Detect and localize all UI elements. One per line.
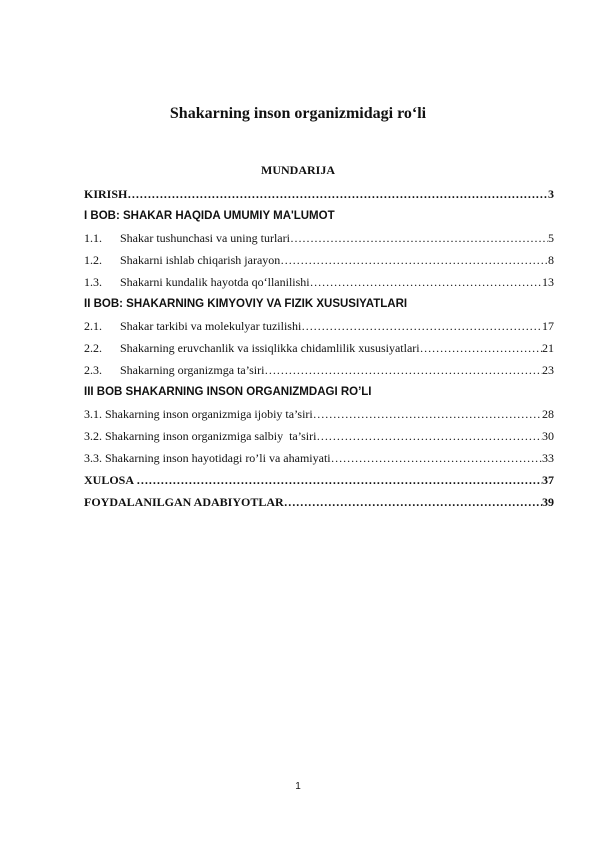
toc-entry-2-3: [84, 359, 554, 381]
toc-entry-text: III BOB SHAKARNING INSON ORGANIZMDAGI RO’LI: [84, 386, 372, 398]
toc-entry-text: Shakar tarkibi va molekulyar tuzilishi: [120, 319, 302, 333]
toc-entry-number: 1.1.: [84, 231, 102, 245]
toc-entry-text: I BOB: SHAKAR HAQIDA UMUMIY MA'LUMOT: [84, 210, 335, 222]
toc-entry-2-2: [84, 337, 554, 359]
toc-entry-number: 2.2.: [84, 341, 102, 355]
toc-entry-adabiyotlar: [84, 491, 554, 513]
toc-entry-kirish: [84, 183, 554, 205]
toc-entry-page: 3: [548, 187, 554, 201]
toc-entry-text: Shakarni ishlab chiqarish jarayon: [120, 253, 281, 267]
toc-leader-dots: [331, 447, 542, 469]
toc-leader-dots: [290, 227, 548, 249]
toc-entry-page: 5: [548, 231, 554, 245]
toc-leader-dots: [127, 183, 548, 205]
toc-entry-text: 3.3. Shakarning inson hayotidagi ro’li va ahamiyati: [84, 451, 331, 465]
toc-entry-page: 37: [542, 473, 554, 487]
toc-entry-3-1: [84, 403, 554, 425]
toc-entry-xulosa: [84, 469, 554, 491]
toc-leader-dots: [310, 271, 542, 293]
toc-chapter-1: [84, 205, 554, 227]
toc-entry-page: 33: [542, 451, 554, 465]
toc-entry-page: 17: [542, 319, 554, 333]
toc-leader-dots: [284, 491, 542, 513]
toc-entry-page: 23: [542, 363, 554, 377]
toc-entry-number: 1.2.: [84, 253, 102, 267]
toc-entry-text: Shakarning eruvchanlik va issiqlikka chidamlilik xususiyatlari: [120, 341, 420, 355]
toc-leader-dots: [313, 403, 542, 425]
toc-entry-number: 2.1.: [84, 319, 102, 333]
page-number: 1: [295, 781, 301, 792]
toc-entry-page: 39: [542, 495, 554, 509]
toc-entry-3-2: [84, 425, 554, 447]
toc-entry-2-1: [84, 315, 554, 337]
toc-entry-text: 3.1. Shakarning inson organizmiga ijobiy ta’siri: [84, 407, 313, 421]
toc-chapter-2: [84, 293, 554, 315]
toc-chapter-3: [84, 381, 554, 403]
toc-leader-dots: [280, 249, 548, 271]
document-title: Shakarning inson organizmidagi ro‘li: [169, 105, 427, 122]
toc-entry-1-1: [84, 227, 554, 249]
toc-heading: MUNDARIJA: [261, 163, 335, 177]
toc-entry-page: 21: [542, 341, 554, 355]
toc-entry-page: 8: [548, 253, 554, 267]
toc-leader-dots: [301, 315, 542, 337]
toc-entry-page: 30: [542, 429, 554, 443]
toc-entry-1-2: [84, 249, 554, 271]
toc-entry-page: 13: [542, 275, 554, 289]
toc-entry-text: XULOSA: [84, 473, 137, 487]
toc-entry-number: 2.3.: [84, 363, 102, 377]
toc-leader-dots: [316, 425, 542, 447]
toc-leader-dots: [420, 337, 542, 359]
toc-entry-text: FOYDALANILGAN ADABIYOTLAR: [84, 495, 284, 509]
toc-entry-text: II BOB: SHAKARNING KIMYOVIY VA FIZIK XUSUSIYATLARI: [84, 298, 408, 310]
toc-entry-page: 28: [542, 407, 554, 421]
toc-leader-dots: [264, 359, 542, 381]
toc-entry-text: Shakarni kundalik hayotda qo‘llanilishi: [120, 275, 310, 289]
toc-entry-number: 1.3.: [84, 275, 102, 289]
toc-entry-1-3: [84, 271, 554, 293]
toc-entry-text: Shakar tushunchasi va uning turlari: [120, 231, 290, 245]
toc-entry-text: Shakarning organizmga ta’siri: [120, 363, 265, 377]
toc-entry-text: 3.2. Shakarning inson organizmiga salbiy ta’siri: [84, 429, 317, 443]
table-of-contents: [84, 183, 554, 513]
toc-entry-3-3: [84, 447, 554, 469]
toc-leader-dots: [136, 469, 542, 491]
toc-entry-text: KIRISH: [84, 187, 128, 201]
